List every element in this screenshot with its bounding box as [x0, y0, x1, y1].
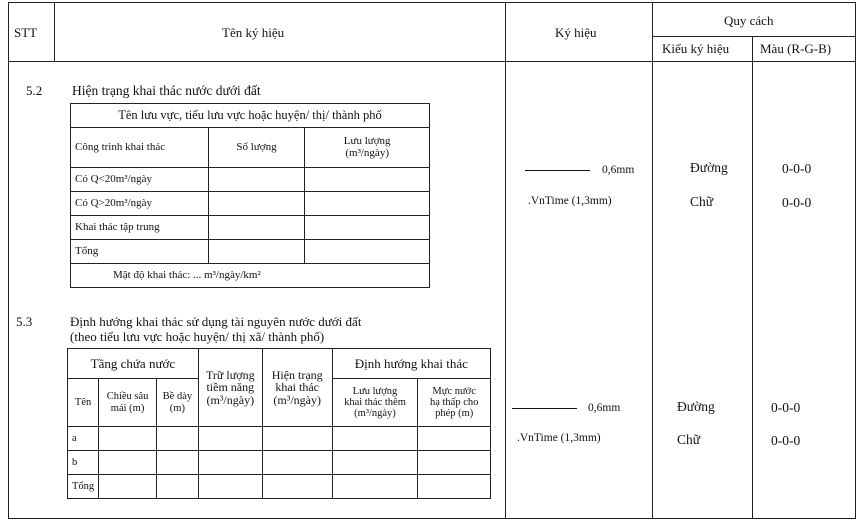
row1-text-sample: .VnTime (1,3mm): [528, 195, 612, 207]
row2-cell-label: a: [68, 427, 99, 451]
row2-title-line1: Định hướng khai thác sử dụng tài nguyên nước dưới đất: [70, 314, 362, 329]
header-ky-hieu: Ký hiệu: [555, 25, 597, 40]
row2-hien-trang-l1: Hiện trạng: [271, 367, 323, 382]
row1-col-luu-luong-l1: Lưu lượng: [343, 134, 391, 147]
stt-5-3: 5.3: [16, 314, 33, 329]
row1-cell-label: Khai thác tập trung: [71, 216, 209, 240]
header-ten-ky-hieu: Tên ký hiệu: [222, 25, 285, 40]
header-stt: STT: [14, 25, 38, 40]
header-mau: Màu (R-G-B): [760, 41, 832, 56]
row1-kieu-chu: Chữ: [690, 194, 714, 209]
table-row: [68, 427, 491, 451]
row2-tru-luong-l2: tiềm năng: [206, 380, 255, 395]
row2-be-day-l2: (m): [169, 402, 185, 414]
table-row: [71, 168, 430, 192]
row2-luu-luong-l3: (m³/ngày): [354, 408, 396, 419]
table-row: [68, 475, 491, 499]
row2-be-day-l1: Bề dày: [162, 391, 193, 403]
ten-divider: [505, 2, 506, 519]
kyhieu-divider: [652, 2, 653, 519]
row2-chieu-sau-l2: mái (m): [110, 402, 145, 414]
row1-col-luu-luong: [305, 128, 430, 168]
row2-chieu-sau: [99, 379, 157, 427]
row2-tru-luong: [198, 349, 262, 427]
row1-table-top-header: Tên lưu vực, tiểu lưu vực hoặc huyện/ thị/ thành phố: [71, 104, 430, 128]
row2-dinh-huong: Định hướng khai thác: [332, 349, 490, 379]
row1-cell-label: Tổng: [71, 240, 209, 264]
header-kieu-ky-hieu: Kiểu ký hiệu: [662, 41, 730, 56]
header-bottom-border: [8, 61, 856, 62]
row2-muc-nuoc-l1: Mực nước: [432, 385, 476, 397]
row2-hien-trang-l2: khai thác: [275, 380, 320, 395]
kieu-divider: [752, 36, 753, 519]
table-row: [68, 451, 491, 475]
row2-tang-chua-nuoc: Tầng chứa nước: [68, 349, 199, 379]
row1-col-luu-luong-l2: (m³/ngày): [345, 146, 389, 159]
row2-be-day: [156, 379, 198, 427]
row2-luu-luong-l2: khai thác thêm: [344, 396, 406, 408]
row2-cell-label: b: [68, 451, 99, 475]
row2-kieu-duong: Đường: [677, 399, 715, 414]
row2-text-sample: .VnTime (1,3mm): [517, 432, 601, 444]
table-row: [71, 240, 430, 264]
row2-luu-luong-l1: Lưu lượng: [352, 385, 398, 397]
row1-col-so-luong: Số lượng: [208, 128, 305, 168]
row1-table-footer: Mật độ khai thác: ... m³/ngày/km²: [71, 264, 430, 288]
row1-mau-duong: 0-0-0: [782, 161, 812, 176]
table-bottom-border: [8, 518, 856, 519]
row2-tru-luong-l1: Trữ lượng: [205, 367, 255, 382]
table-top-border: [8, 2, 856, 3]
row1-kieu-duong: Đường: [690, 160, 728, 175]
row2-mau-chu: 0-0-0: [771, 433, 801, 448]
row1-col-cong-trinh: Công trình khai thác: [71, 128, 209, 168]
row1-mau-chu: 0-0-0: [782, 195, 812, 210]
table-row: [71, 216, 430, 240]
row1-title: Hiện trạng khai thác nước dưới đất: [72, 83, 261, 98]
right-border: [855, 2, 856, 519]
row2-ten: Tên: [68, 379, 99, 427]
stt-5-2: 5.2: [26, 83, 43, 98]
row1-cell-label: Có Q<20m³/ngày: [71, 168, 209, 192]
row2-kieu-chu: Chữ: [677, 432, 701, 447]
row2-chieu-sau-l1: Chiều sâu: [106, 391, 149, 403]
row2-tru-luong-l3: (m³/ngày): [206, 392, 255, 407]
row1-cell-label: Có Q>20m³/ngày: [71, 192, 209, 216]
row2-inner-table: [67, 348, 491, 499]
left-border: [8, 2, 9, 519]
row1-line-label: 0,6mm: [602, 164, 635, 176]
stt-divider: [54, 2, 55, 61]
row2-muc-nuoc-l3: phép (m): [435, 408, 474, 419]
row1-inner-table: [70, 103, 430, 288]
row2-hien-trang-l3: (m³/ngày): [273, 392, 321, 407]
row2-mau-duong: 0-0-0: [771, 400, 801, 415]
row2-line-label: 0,6mm: [588, 402, 621, 414]
row2-hien-trang: [262, 349, 332, 427]
row2-luu-luong: [332, 379, 418, 427]
row2-line-sample: [512, 408, 577, 409]
quy-cach-divider: [652, 36, 856, 37]
row2-muc-nuoc: [418, 379, 491, 427]
header-quy-cach: Quy cách: [724, 13, 774, 28]
row1-line-sample: [525, 170, 590, 171]
row2-cell-label: Tổng: [68, 475, 99, 499]
row2-title-line2: (theo tiểu lưu vực hoặc huyện/ thị xã/ thành phố): [70, 329, 325, 344]
table-row: [71, 192, 430, 216]
row2-muc-nuoc-l2: hạ thấp cho: [429, 396, 479, 408]
